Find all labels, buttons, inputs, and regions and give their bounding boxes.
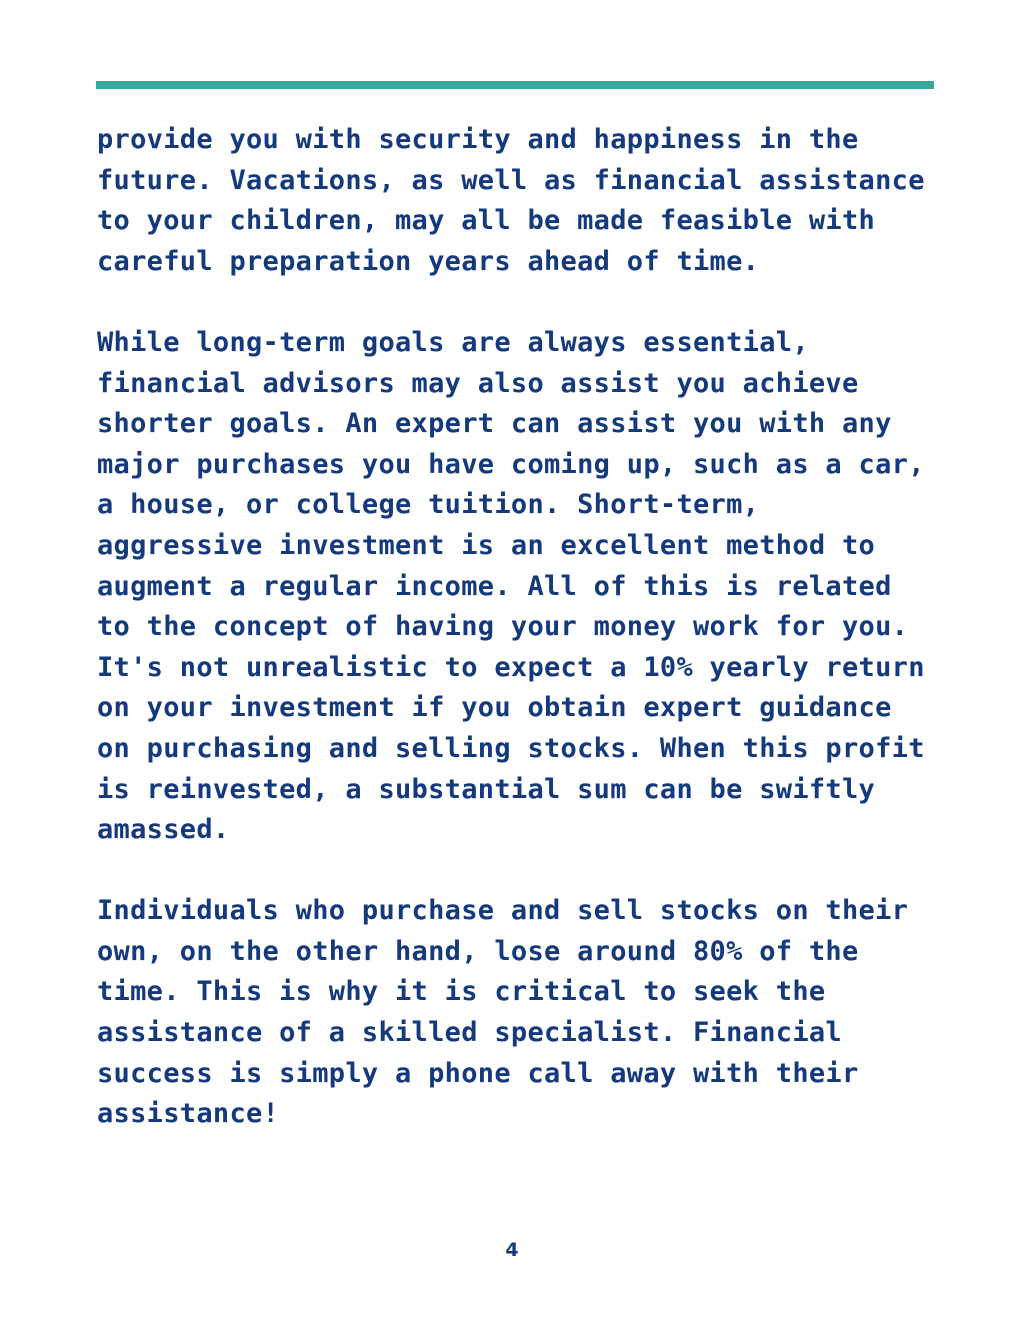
page-body [97, 120, 937, 1175]
header-divider [96, 81, 934, 89]
page-number: 4 [505, 1239, 519, 1261]
paragraph-2: While long-term goals are always essential, financial advisors may also assist you achieve shorter goals. An expert can assist you with any major purchases you have coming up, such as a car, a house, or college tuition. Short-term, aggressive investment is an excellent method to augment a regular income. All of this is related to the concept of having your money work for you. It's not unrealistic to expect a 10% yearly return on your investment if you obtain expert guidance on purchasing and selling stocks. When this profit is reinvested, a substantial sum can be swiftly amassed. [97, 326, 925, 846]
paragraph-1: provide you with security and happiness in the future. Vacations, as well as financial assistance to your children, may all be made feasible with careful preparation years ahead of time. [97, 124, 925, 277]
paragraph-3: Individuals who purchase and sell stocks on their own, on the other hand, lose around 80% of the time. This is why it is critical to seek the assistance of a skilled specialist. Financial success is simply a phone call away with their assistance! [97, 895, 909, 1130]
